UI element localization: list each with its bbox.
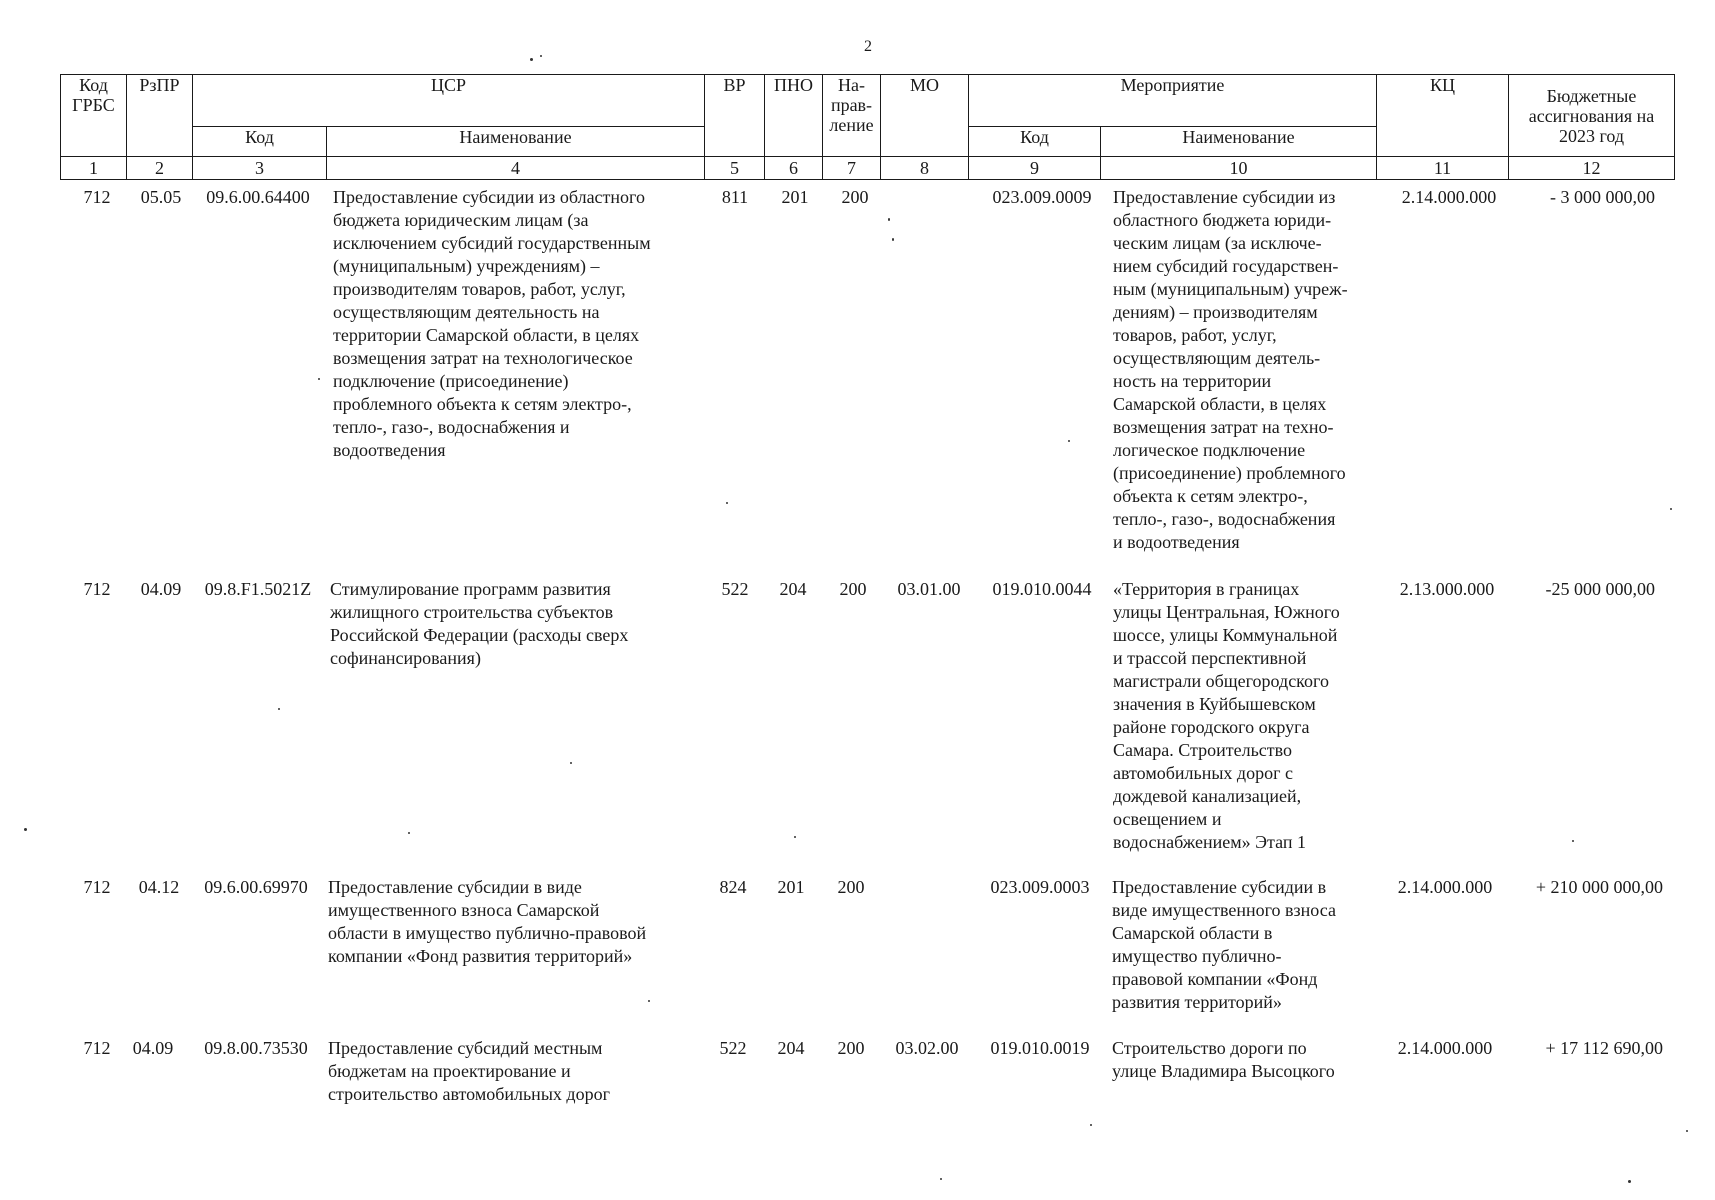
header-vr: ВР [705, 75, 765, 157]
cell-kod-grbs: 712 [83, 579, 111, 599]
header-pno: ПНО [765, 75, 823, 157]
cell-rzpr: 04.09 [132, 1038, 174, 1058]
cell-kod-grbs: 712 [83, 187, 111, 207]
column-number: 4 [327, 157, 705, 180]
scan-speck [940, 1178, 942, 1180]
cell-csr-name: Предоставление субсидии в виде имущественного взноса Самарской области в имущество публично-правовой компании «Фонд развития территорий» [328, 877, 647, 966]
column-number: 9 [969, 157, 1101, 180]
cell-mo: 03.01.00 [897, 579, 961, 599]
cell-amount: -25 000 000,00 [1545, 579, 1655, 599]
header-meropriyatie: Мероприятие [969, 75, 1377, 127]
scan-speck [570, 762, 572, 764]
header-mer-kod: Код [969, 127, 1101, 157]
cell-napravlenie: 200 [837, 877, 865, 897]
cell-rzpr: 04.09 [140, 579, 182, 599]
header-csr-name: Наименование [327, 127, 705, 157]
cell-csr-name: Предоставление субсидии из областного бюджета юридическим лицам (за исключением субсидий государственным (муниципальным) учреждениям) – производителям товаров, работ, услуг, осуществляющим деятельность на территории Самарской области, в целях возмещения затрат на технологическое подключение (присоединение) проблемного объекта к сетям электро-, тепло-, газо-, водоснабжения и водоотведения [333, 187, 651, 460]
column-number: 5 [705, 157, 765, 180]
cell-mer-name: Предоставление субсидии в виде имущественного взноса Самарской области в имущество публично- правовой компании «Фонд развития территорий» [1112, 877, 1336, 1012]
cell-csr-kod: 09.8.F1.5021Z [204, 579, 312, 599]
scan-speck [888, 218, 890, 221]
cell-kc: 2.14.000.000 [1401, 187, 1497, 207]
scan-speck [1068, 440, 1070, 442]
scan-speck [24, 828, 27, 831]
header-kc: КЦ [1377, 75, 1509, 157]
column-number: 12 [1509, 157, 1675, 180]
scan-speck [1572, 840, 1574, 842]
column-number: 1 [61, 157, 127, 180]
column-number: 7 [823, 157, 881, 180]
cell-rzpr: 04.12 [138, 877, 180, 897]
header-budget: Бюджетные ассигнования на 2023 год [1509, 75, 1675, 157]
column-number: 11 [1377, 157, 1509, 180]
cell-vr: 811 [721, 187, 749, 207]
cell-mer-kod: 019.010.0019 [990, 1038, 1090, 1058]
cell-csr-kod: 09.6.00.69970 [204, 877, 308, 897]
header-csr: ЦСР [193, 75, 705, 127]
cell-kod-grbs: 712 [83, 1038, 111, 1058]
column-number: 3 [193, 157, 327, 180]
cell-amount: + 210 000 000,00 [1535, 877, 1663, 897]
cell-mo: 03.02.00 [895, 1038, 959, 1058]
scan-speck [318, 378, 320, 380]
header-napravlenie: На- прав- ление [823, 75, 881, 157]
cell-mer-kod: 019.010.0044 [992, 579, 1092, 599]
column-number-row [61, 157, 1675, 180]
cell-rzpr: 05.05 [140, 187, 182, 207]
cell-mer-kod: 023.009.0009 [992, 187, 1092, 207]
scan-speck [794, 836, 796, 838]
cell-pno: 201 [781, 187, 809, 207]
scan-speck [1628, 1180, 1631, 1183]
cell-mer-name: «Территория в границах улицы Центральная, Южного шоссе, улицы Коммунальной и трассой перспективной магистрали общегородского значения в Куйбышевском районе городского округа Самара. Строительство автомобильных дорог с дождевой канализацией, освещением и водоснабжением» Этап 1 [1113, 579, 1340, 852]
cell-mer-kod: 023.009.0003 [990, 877, 1090, 897]
cell-mer-name: Строительство дороги по улице Владимира Высоцкого [1112, 1038, 1335, 1081]
cell-csr-name: Стимулирование программ развития жилищного строительства субъектов Российской Федерации (расходы сверх софинансирования) [330, 579, 629, 668]
cell-napravlenie: 200 [841, 187, 869, 207]
page-number: 2 [864, 38, 872, 55]
column-number: 8 [881, 157, 969, 180]
cell-vr: 522 [721, 579, 749, 599]
scan-speck [1686, 1130, 1688, 1132]
cell-csr-kod: 09.8.00.73530 [204, 1038, 308, 1058]
scan-speck [892, 238, 894, 241]
cell-kc: 2.14.000.000 [1397, 877, 1493, 897]
cell-napravlenie: 200 [839, 579, 867, 599]
cell-csr-kod: 09.6.00.64400 [206, 187, 310, 207]
header-rzpr: РзПР [127, 75, 193, 157]
cell-pno: 201 [777, 877, 805, 897]
column-number: 2 [127, 157, 193, 180]
cell-kc: 2.14.000.000 [1397, 1038, 1493, 1058]
column-number: 6 [765, 157, 823, 180]
cell-kc: 2.13.000.000 [1399, 579, 1495, 599]
scan-speck [408, 832, 410, 834]
header-csr-kod: Код [193, 127, 327, 157]
scan-speck [1090, 1124, 1092, 1126]
cell-amount: + 17 112 690,00 [1545, 1038, 1663, 1058]
header-mo: МО [881, 75, 969, 157]
column-number: 10 [1101, 157, 1377, 180]
cell-mer-name: Предоставление субсидии из областного бюджета юриди- ческим лицам (за исключе- нием субсидий государствен- ным (муниципальным) учреж- дениям) – производителям товаров, работ, услуг, осуществляющим деятель- ность на территории Самарской области, в целях возмещения затрат на техно- логическое подключение (присоединение) проблемного объекта к сетям электро-, тепло-, газо-, водоснабжения и водоотведения [1113, 187, 1348, 552]
scan-speck [278, 708, 280, 710]
cell-napravlenie: 200 [837, 1038, 865, 1058]
header-mer-name: Наименование [1101, 127, 1377, 157]
table-header [60, 74, 1675, 180]
scan-speck [726, 502, 728, 504]
cell-vr: 522 [719, 1038, 747, 1058]
cell-kod-grbs: 712 [83, 877, 111, 897]
cell-amount: - 3 000 000,00 [1550, 187, 1655, 207]
cell-pno: 204 [779, 579, 807, 599]
cell-pno: 204 [777, 1038, 805, 1058]
scan-speck [540, 55, 542, 57]
scan-speck [530, 58, 533, 61]
scan-speck [1670, 508, 1672, 510]
cell-vr: 824 [719, 877, 747, 897]
cell-csr-name: Предоставление субсидий местным бюджетам на проектирование и строительство автомобильных дорог [328, 1038, 610, 1104]
header-kod-grbs: Код ГРБС [61, 75, 127, 157]
scan-speck [648, 1000, 650, 1002]
